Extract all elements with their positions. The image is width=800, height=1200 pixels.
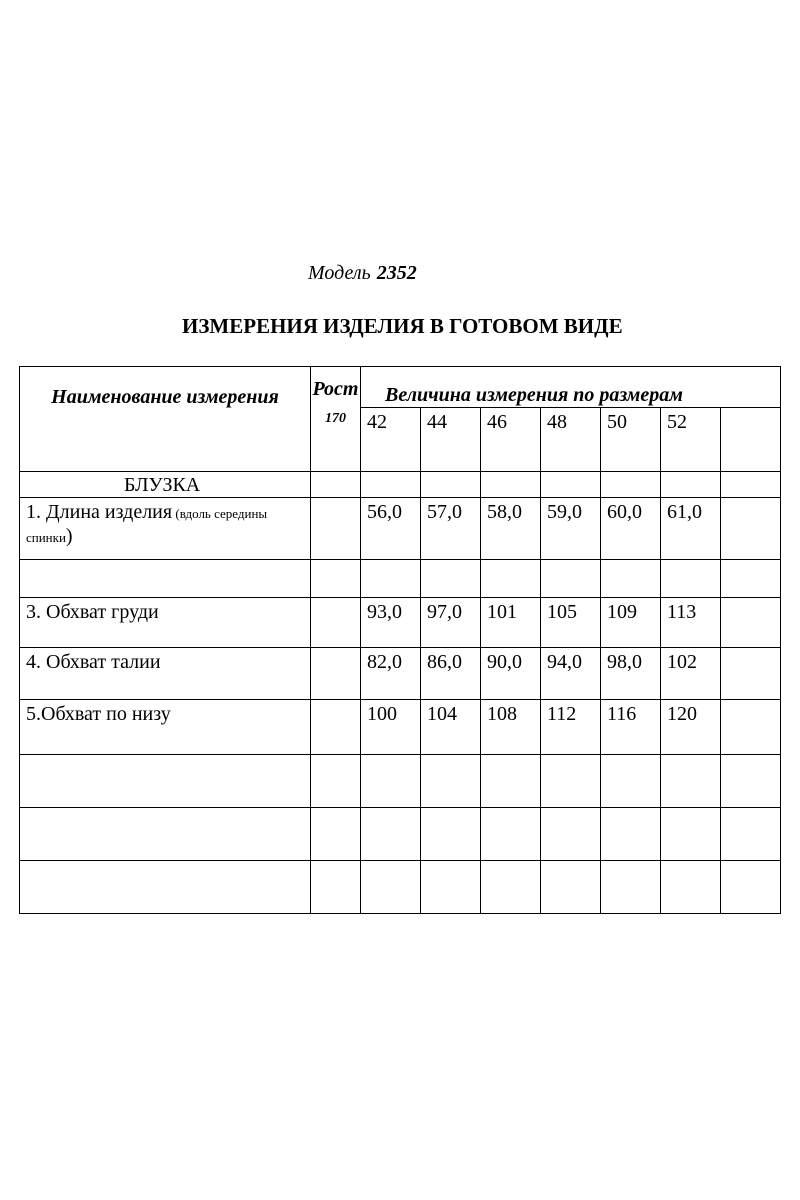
measurement-value: 60,0	[601, 498, 661, 560]
table-row	[20, 648, 781, 700]
table-cell	[311, 755, 361, 808]
table-row	[20, 861, 781, 914]
measurement-name: 5.Обхват по низу	[20, 700, 311, 755]
measurement-name	[20, 560, 311, 598]
measurement-value: 56,0	[361, 498, 421, 560]
header-measurement-name: Наименование измерения	[20, 367, 311, 472]
header-height-value: 170	[325, 411, 346, 426]
header-height	[311, 367, 361, 472]
measurement-value: 97,0	[421, 598, 481, 648]
measurement-name: 4. Обхват талии	[20, 648, 311, 700]
table-cell	[361, 472, 421, 498]
size-header: 44	[421, 408, 481, 472]
size-header: 46	[481, 408, 541, 472]
table-cell	[481, 755, 541, 808]
size-header: 52	[661, 408, 721, 472]
measurement-value	[721, 560, 781, 598]
measurement-value	[721, 498, 781, 560]
measurement-value: 102	[661, 648, 721, 700]
table-cell	[661, 472, 721, 498]
table-cell	[541, 472, 601, 498]
table-cell	[481, 861, 541, 914]
table-cell	[311, 472, 361, 498]
measurement-value	[601, 560, 661, 598]
document-title: ИЗМЕРЕНИЯ ИЗДЕЛИЯ В ГОТОВОМ ВИДЕ	[182, 314, 623, 338]
table-cell	[361, 808, 421, 861]
measurement-value	[721, 700, 781, 755]
measurement-value: 100	[361, 700, 421, 755]
measurement-value: 108	[481, 700, 541, 755]
size-header: 48	[541, 408, 601, 472]
header-sizes-label: Величина измерения по размерам	[361, 367, 781, 408]
measurement-value: 61,0	[661, 498, 721, 560]
measurement-value: 94,0	[541, 648, 601, 700]
table-row	[20, 755, 781, 808]
table-cell	[20, 861, 311, 914]
table-cell	[20, 808, 311, 861]
model-label: Модель	[308, 262, 371, 284]
height-cell	[311, 648, 361, 700]
table-cell	[421, 472, 481, 498]
measurement-value	[721, 648, 781, 700]
table-cell	[481, 472, 541, 498]
table-row	[20, 560, 781, 598]
measurement-note-open: (	[172, 506, 180, 521]
measurements-table	[19, 366, 781, 914]
measurement-note-close: )	[65, 525, 73, 547]
measurement-value: 116	[601, 700, 661, 755]
table-cell	[601, 861, 661, 914]
table-cell	[20, 755, 311, 808]
table-cell	[721, 808, 781, 861]
measurement-value: 59,0	[541, 498, 601, 560]
measurement-name: 3. Обхват груди	[20, 598, 311, 648]
table-cell	[601, 808, 661, 861]
measurement-value: 86,0	[421, 648, 481, 700]
table-cell	[721, 755, 781, 808]
measurement-value: 113	[661, 598, 721, 648]
measurement-value	[661, 560, 721, 598]
table-cell	[661, 755, 721, 808]
table-cell	[361, 861, 421, 914]
measurement-name	[20, 498, 311, 560]
table-cell	[721, 472, 781, 498]
measurement-value	[541, 560, 601, 598]
table-cell	[421, 755, 481, 808]
size-header: 50	[601, 408, 661, 472]
table-row	[20, 700, 781, 755]
measurement-value: 82,0	[361, 648, 421, 700]
table-cell	[311, 808, 361, 861]
table-cell	[601, 472, 661, 498]
measurement-value: 105	[541, 598, 601, 648]
measurement-value	[361, 560, 421, 598]
table-row	[20, 598, 781, 648]
table-cell	[481, 808, 541, 861]
size-header	[721, 408, 781, 472]
size-header: 42	[361, 408, 421, 472]
table-cell	[661, 861, 721, 914]
table-cell	[661, 808, 721, 861]
header-height-label: Рост	[312, 378, 359, 400]
table-cell	[421, 808, 481, 861]
table-cell	[541, 755, 601, 808]
measurement-value	[421, 560, 481, 598]
height-cell	[311, 498, 361, 560]
table-cell	[721, 861, 781, 914]
model-number: 2352	[376, 262, 417, 284]
measurement-value	[721, 598, 781, 648]
table-cell	[361, 755, 421, 808]
measurement-value: 104	[421, 700, 481, 755]
table-cell	[601, 755, 661, 808]
measurement-value: 98,0	[601, 648, 661, 700]
measurement-value: 112	[541, 700, 601, 755]
height-cell	[311, 560, 361, 598]
table-row	[20, 808, 781, 861]
height-cell	[311, 700, 361, 755]
table-cell	[311, 861, 361, 914]
measurement-value: 109	[601, 598, 661, 648]
height-cell	[311, 598, 361, 648]
model-title	[308, 262, 417, 285]
measurement-name-main: 1. Длина изделия	[26, 501, 173, 523]
measurement-value: 93,0	[361, 598, 421, 648]
measurement-value: 101	[481, 598, 541, 648]
table-cell	[421, 861, 481, 914]
measurement-value: 58,0	[481, 498, 541, 560]
table-cell	[541, 861, 601, 914]
measurement-value: 90,0	[481, 648, 541, 700]
measurement-value	[481, 560, 541, 598]
measurement-value: 120	[661, 700, 721, 755]
measurement-note: вдоль середины спинки	[26, 506, 268, 545]
table-row	[20, 498, 781, 560]
section-title: БЛУЗКА	[20, 472, 311, 498]
measurement-value: 57,0	[421, 498, 481, 560]
table-cell	[541, 808, 601, 861]
